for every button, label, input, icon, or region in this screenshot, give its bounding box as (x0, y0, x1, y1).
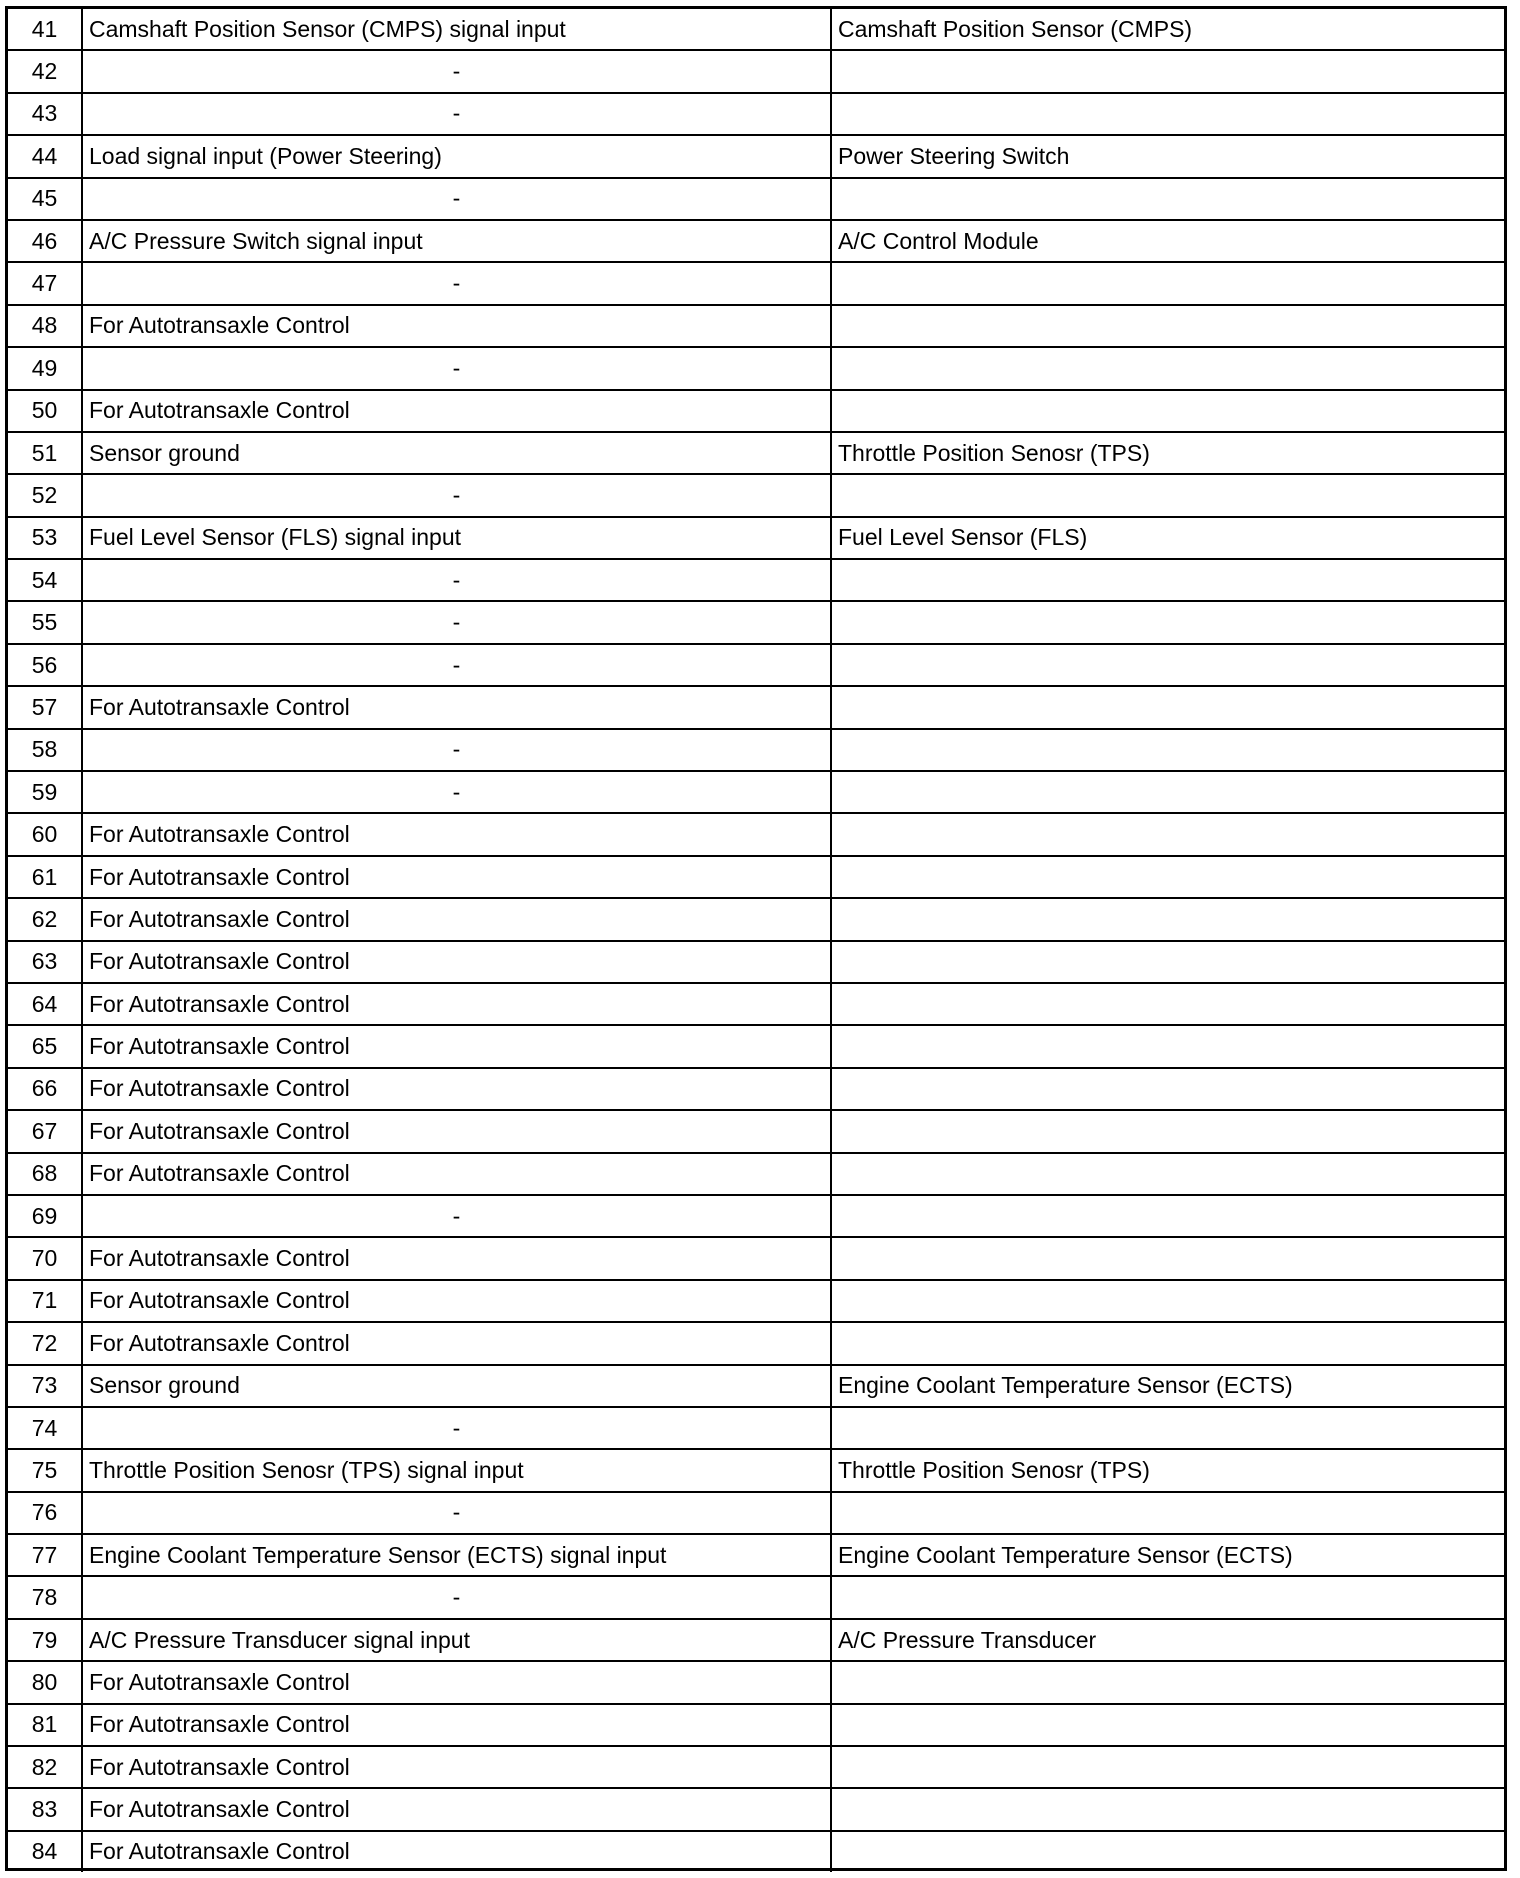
connected-to-cell (831, 305, 1504, 347)
pin-description-cell: Throttle Position Senosr (TPS) signal input (82, 1449, 831, 1491)
pin-description-cell: - (82, 474, 831, 516)
connected-to-cell (831, 729, 1504, 771)
pin-description-cell: - (82, 729, 831, 771)
pin-number-cell: 52 (8, 474, 82, 516)
connected-to-cell: Power Steering Switch (831, 135, 1504, 177)
pin-description-cell: - (82, 1492, 831, 1534)
table-row (8, 1195, 1504, 1237)
pin-description-cell: For Autotransaxle Control (82, 1068, 831, 1110)
pin-number-cell: 78 (8, 1576, 82, 1618)
table-row (8, 1068, 1504, 1110)
pin-description-cell: - (82, 644, 831, 686)
pin-description-cell: For Autotransaxle Control (82, 1746, 831, 1788)
connected-to-cell (831, 1280, 1504, 1322)
connected-to-cell (831, 941, 1504, 983)
table-row (8, 50, 1504, 92)
connected-to-cell (831, 771, 1504, 813)
pin-description-cell: For Autotransaxle Control (82, 856, 831, 898)
connected-to-cell: Engine Coolant Temperature Sensor (ECTS) (831, 1365, 1504, 1407)
table-row (8, 1449, 1504, 1491)
pin-description-cell: For Autotransaxle Control (82, 1025, 831, 1067)
table-row (8, 941, 1504, 983)
table-row (8, 601, 1504, 643)
table-row (8, 1788, 1504, 1830)
table-row (8, 559, 1504, 601)
pin-number-cell: 77 (8, 1534, 82, 1576)
connected-to-cell (831, 390, 1504, 432)
pin-number-cell: 82 (8, 1746, 82, 1788)
connected-to-cell (831, 1831, 1504, 1872)
table-row (8, 517, 1504, 559)
table-row (8, 1492, 1504, 1534)
pin-number-cell: 70 (8, 1237, 82, 1279)
table-row (8, 729, 1504, 771)
connected-to-cell: Throttle Position Senosr (TPS) (831, 432, 1504, 474)
table-row (8, 813, 1504, 855)
pin-table-frame (5, 6, 1507, 1871)
table-row (8, 686, 1504, 728)
pin-description-cell: - (82, 1576, 831, 1618)
connected-to-cell (831, 1110, 1504, 1152)
table-row (8, 983, 1504, 1025)
connected-to-cell (831, 347, 1504, 389)
table-row (8, 178, 1504, 220)
connected-to-cell: A/C Control Module (831, 220, 1504, 262)
table-row (8, 898, 1504, 940)
pin-number-cell: 59 (8, 771, 82, 813)
pin-description-cell: Load signal input (Power Steering) (82, 135, 831, 177)
pin-description-cell: For Autotransaxle Control (82, 941, 831, 983)
pin-number-cell: 58 (8, 729, 82, 771)
pin-number-cell: 51 (8, 432, 82, 474)
pin-description-cell: For Autotransaxle Control (82, 686, 831, 728)
connected-to-cell (831, 1407, 1504, 1449)
connected-to-cell: Fuel Level Sensor (FLS) (831, 517, 1504, 559)
connected-to-cell (831, 262, 1504, 304)
pin-description-cell: For Autotransaxle Control (82, 813, 831, 855)
table-row (8, 856, 1504, 898)
connected-to-cell (831, 686, 1504, 728)
table-row (8, 771, 1504, 813)
pin-description-cell: For Autotransaxle Control (82, 1322, 831, 1364)
connected-to-cell (831, 1576, 1504, 1618)
pin-number-cell: 44 (8, 135, 82, 177)
pin-description-cell: Fuel Level Sensor (FLS) signal input (82, 517, 831, 559)
pin-description-cell: - (82, 93, 831, 135)
table-row (8, 1661, 1504, 1703)
pin-description-cell: Engine Coolant Temperature Sensor (ECTS) signal input (82, 1534, 831, 1576)
table-row (8, 1110, 1504, 1152)
connected-to-cell (831, 1746, 1504, 1788)
table-row (8, 93, 1504, 135)
connected-to-cell (831, 1788, 1504, 1830)
table-row (8, 1025, 1504, 1067)
connected-to-cell (831, 1237, 1504, 1279)
table-row (8, 1831, 1504, 1872)
pin-description-cell: For Autotransaxle Control (82, 390, 831, 432)
table-row (8, 135, 1504, 177)
pin-number-cell: 80 (8, 1661, 82, 1703)
connected-to-cell (831, 898, 1504, 940)
table-row (8, 474, 1504, 516)
connected-to-cell (831, 644, 1504, 686)
pin-number-cell: 54 (8, 559, 82, 601)
pin-number-cell: 79 (8, 1619, 82, 1661)
connected-to-cell (831, 1195, 1504, 1237)
connected-to-cell (831, 1153, 1504, 1195)
pin-description-cell: For Autotransaxle Control (82, 305, 831, 347)
table-row (8, 1534, 1504, 1576)
pin-description-cell: For Autotransaxle Control (82, 1280, 831, 1322)
pin-description-cell: For Autotransaxle Control (82, 1153, 831, 1195)
pin-number-cell: 60 (8, 813, 82, 855)
pin-number-cell: 72 (8, 1322, 82, 1364)
pin-number-cell: 57 (8, 686, 82, 728)
pin-number-cell: 68 (8, 1153, 82, 1195)
connected-to-cell (831, 601, 1504, 643)
pin-number-cell: 55 (8, 601, 82, 643)
pin-number-cell: 83 (8, 1788, 82, 1830)
table-row (8, 262, 1504, 304)
table-row (8, 305, 1504, 347)
pin-description-cell: - (82, 1195, 831, 1237)
connected-to-cell: Camshaft Position Sensor (CMPS) (831, 9, 1504, 50)
pin-description-cell: - (82, 1407, 831, 1449)
pin-number-cell: 84 (8, 1831, 82, 1872)
table-row (8, 1704, 1504, 1746)
connected-to-cell (831, 856, 1504, 898)
connected-to-cell: Throttle Position Senosr (TPS) (831, 1449, 1504, 1491)
table-row (8, 1237, 1504, 1279)
pin-description-cell: - (82, 771, 831, 813)
table-row (8, 1619, 1504, 1661)
pin-number-cell: 66 (8, 1068, 82, 1110)
connected-to-cell (831, 983, 1504, 1025)
pin-assignment-table (8, 9, 1504, 1872)
connected-to-cell (831, 1025, 1504, 1067)
connected-to-cell (831, 1492, 1504, 1534)
pin-description-cell: For Autotransaxle Control (82, 1237, 831, 1279)
table-row (8, 1322, 1504, 1364)
pin-number-cell: 53 (8, 517, 82, 559)
pin-number-cell: 48 (8, 305, 82, 347)
pin-number-cell: 69 (8, 1195, 82, 1237)
pin-description-cell: - (82, 347, 831, 389)
table-row (8, 1280, 1504, 1322)
pin-number-cell: 73 (8, 1365, 82, 1407)
table-row (8, 1365, 1504, 1407)
connected-to-cell (831, 1322, 1504, 1364)
pin-number-cell: 50 (8, 390, 82, 432)
connected-to-cell (831, 50, 1504, 92)
pin-description-cell: A/C Pressure Transducer signal input (82, 1619, 831, 1661)
connected-to-cell: A/C Pressure Transducer (831, 1619, 1504, 1661)
pin-number-cell: 45 (8, 178, 82, 220)
pin-description-cell: For Autotransaxle Control (82, 1110, 831, 1152)
pin-number-cell: 63 (8, 941, 82, 983)
pin-number-cell: 49 (8, 347, 82, 389)
pin-description-cell: For Autotransaxle Control (82, 1831, 831, 1872)
pin-description-cell: For Autotransaxle Control (82, 1661, 831, 1703)
pin-number-cell: 67 (8, 1110, 82, 1152)
pin-number-cell: 41 (8, 9, 82, 50)
pin-number-cell: 47 (8, 262, 82, 304)
connected-to-cell (831, 1661, 1504, 1703)
connected-to-cell (831, 93, 1504, 135)
pin-description-cell: For Autotransaxle Control (82, 898, 831, 940)
pin-description-cell: - (82, 178, 831, 220)
connected-to-cell (831, 474, 1504, 516)
connected-to-cell (831, 559, 1504, 601)
pin-description-cell: Sensor ground (82, 432, 831, 474)
pin-number-cell: 46 (8, 220, 82, 262)
table-row (8, 1746, 1504, 1788)
pin-description-cell: For Autotransaxle Control (82, 983, 831, 1025)
connected-to-cell (831, 178, 1504, 220)
table-row (8, 9, 1504, 50)
pin-description-cell: For Autotransaxle Control (82, 1788, 831, 1830)
pin-number-cell: 71 (8, 1280, 82, 1322)
pin-table-body (8, 9, 1504, 1872)
pin-description-cell: Sensor ground (82, 1365, 831, 1407)
pin-number-cell: 76 (8, 1492, 82, 1534)
pin-number-cell: 75 (8, 1449, 82, 1491)
pin-number-cell: 42 (8, 50, 82, 92)
connected-to-cell (831, 813, 1504, 855)
table-row (8, 1153, 1504, 1195)
table-row (8, 347, 1504, 389)
pin-number-cell: 81 (8, 1704, 82, 1746)
connected-to-cell (831, 1704, 1504, 1746)
pin-description-cell: - (82, 559, 831, 601)
pin-number-cell: 56 (8, 644, 82, 686)
pin-description-cell: - (82, 262, 831, 304)
pin-number-cell: 65 (8, 1025, 82, 1067)
pin-description-cell: A/C Pressure Switch signal input (82, 220, 831, 262)
connected-to-cell: Engine Coolant Temperature Sensor (ECTS) (831, 1534, 1504, 1576)
pin-description-cell: For Autotransaxle Control (82, 1704, 831, 1746)
pin-number-cell: 62 (8, 898, 82, 940)
pin-number-cell: 43 (8, 93, 82, 135)
table-row (8, 432, 1504, 474)
pin-description-cell: - (82, 50, 831, 92)
pin-number-cell: 74 (8, 1407, 82, 1449)
connected-to-cell (831, 1068, 1504, 1110)
table-row (8, 644, 1504, 686)
table-row (8, 1576, 1504, 1618)
pin-number-cell: 61 (8, 856, 82, 898)
table-row (8, 1407, 1504, 1449)
table-row (8, 390, 1504, 432)
pin-description-cell: Camshaft Position Sensor (CMPS) signal input (82, 9, 831, 50)
pin-description-cell: - (82, 601, 831, 643)
pin-number-cell: 64 (8, 983, 82, 1025)
table-row (8, 220, 1504, 262)
